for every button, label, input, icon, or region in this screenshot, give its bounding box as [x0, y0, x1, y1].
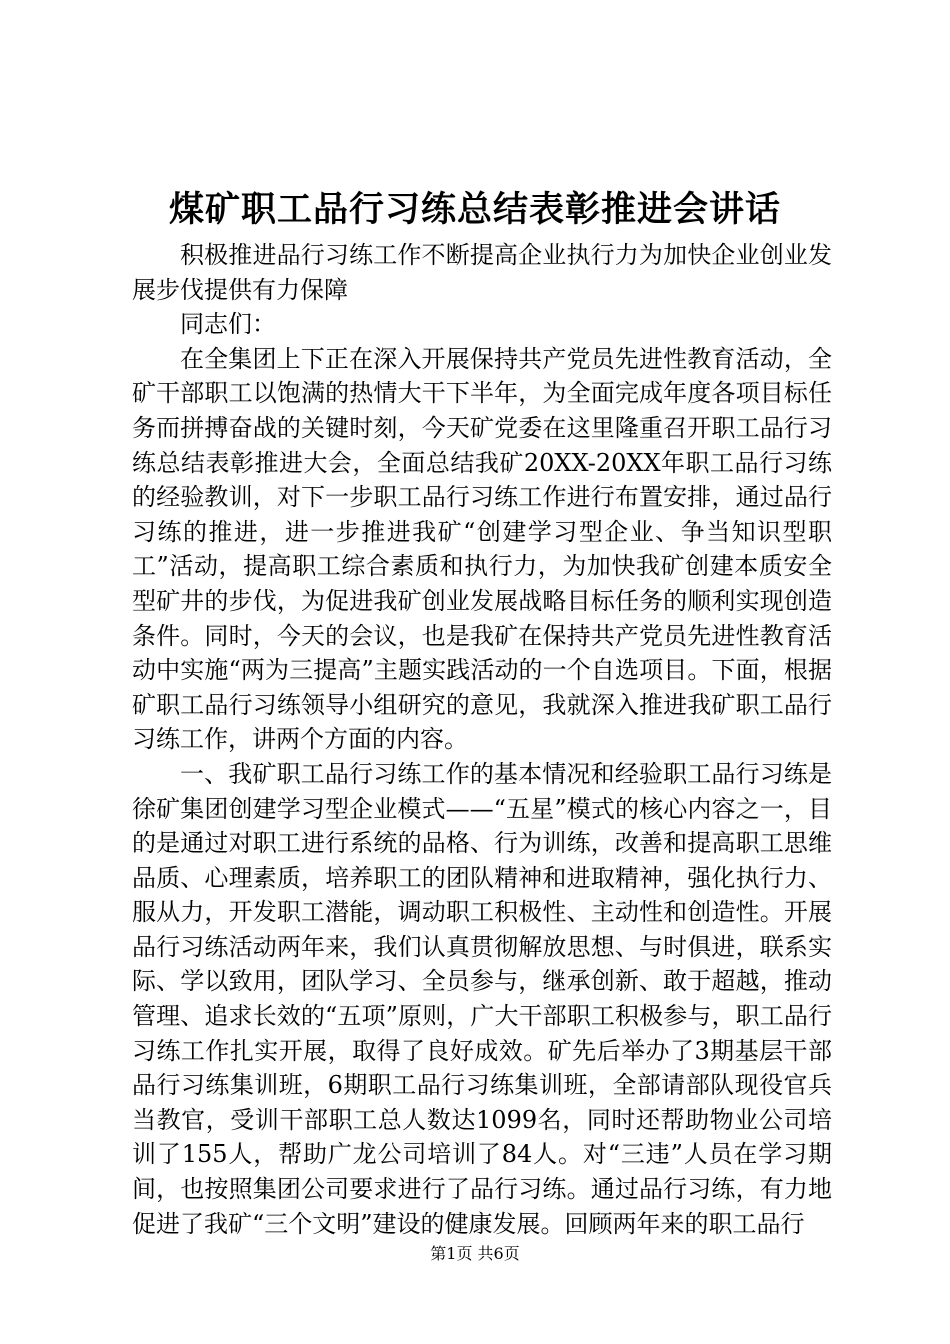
page-footer: 第1页 共6页 [430, 1244, 520, 1263]
body-paragraph: 一、我矿职工品行习练工作的基本情况和经验职工品行习练是徐矿集团创建学习型企业模式——“五星”模式的核心内容之一，目的是通过对职工进行系统的品格、行为训练，改善和提高职工思维品质、心理素质，培养职工的团队精神和进取精神，强化执行力、服从力，开发职工潜能，调动职工积极性、主动性和创造性。开展品行习练活动两年来，我们认真贯彻解放思想、与时俱进，联系实际、学以致用，团队学习、全员参与，继承创新、敢于超越，推动管理、追求长效的“五项”原则，广大干部职工积极参与，职工品行习练工作扎实开展，取得了良好成效。矿先后举办了3期基层干部品行习练集训班，6期职工品行习练集训班，全部请部队现役官兵当教官，受训干部职工总人数达1099名，同时还帮助物业公司培训了155人，帮助广龙公司培训了84人。对“三违”人员在学习期间，也按照集团公司要求进行了品行习练。通过品行习练，有力地促进了我矿“三个文明”建设的健康发展。回顾两年来的职工品行 [132, 759, 832, 1238]
document-body [132, 238, 832, 1241]
subtitle-paragraph: 积极推进品行习练工作不断提高企业执行力为加快企业创业发展步伐提供有力保障 [132, 241, 832, 304]
body-paragraph: 在全集团上下正在深入开展保持共产党员先进性教育活动，全矿干部职工以饱满的热情大干下半年，为全面完成年度各项目标任务而拼搏奋战的关键时刻，今天矿党委在这里隆重召开职工品行习练总结表彰推进大会，全面总结我矿20XX-20XX年职工品行习练的经验教训，对下一步职工品行习练工作进行布置安排，通过品行习练的推进，进一步推进我矿“创建学习型企业、争当知识型职工”活动，提高职工综合素质和执行力，为加快我矿创建本质安全型矿井的步伐，为促进我矿创业发展战略目标任务的顺利实现创造条件。同时，今天的会议，也是我矿在保持共产党员先进性教育活动中实施“两为三提高”主题实践活动的一个自选项目。下面，根据矿职工品行习练领导小组研究的意见，我就深入推进我矿职工品行习练工作，讲两个方面的内容。 [132, 344, 832, 754]
salutation-paragraph: 同志们： [180, 310, 276, 339]
document-title: 煤矿职工品行习练总结表彰推进会讲话 [168, 189, 781, 230]
